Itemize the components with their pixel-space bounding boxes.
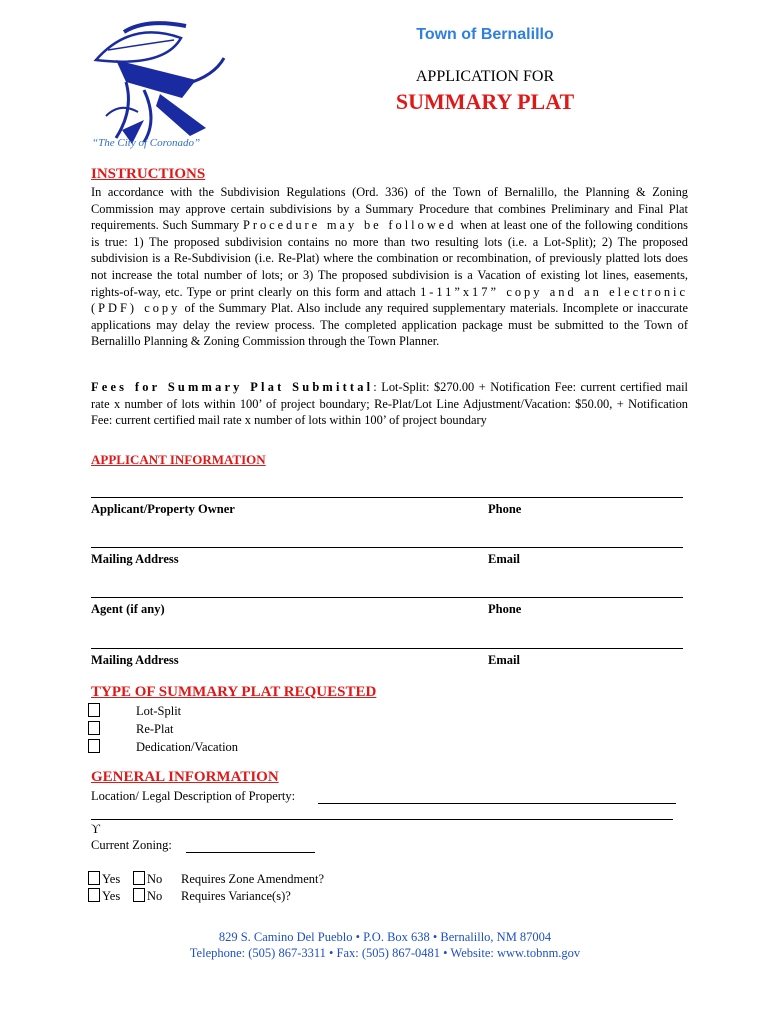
re-plat-label: Re-Plat <box>136 722 174 736</box>
agent-phone-label: Phone <box>488 602 522 616</box>
agent-field[interactable] <box>91 597 683 598</box>
instructions-text: In accordance with the Subdivision Regulations (Ord. 336) of the Town of Bernalillo, the Planning & Zoning Commission may approve certain subdivisions by a Summary Procedure that combines Preliminary and Final Plat requirements. Such Summary Procedure may be followed when at least one of the following conditions is true: 1) The proposed subdivision contains no more than two resulting lots (i.e. a Lot-Split); 2) The proposed subdivision is a Re-Subdivision (i.e. Re-Plat) where the combination or recombination, of previously platted lots does not increase the total number of lots; or 3) The proposed subdivision is a Vacation of existing lot lines, easements, rights-of-way, etc. Type or print clearly on this form and attach 1-11”x17” copy and an electronic (PDF) copy of the Summary Plat. Also include any required supplementary materials. Incomplete or inaccurate applications may delay the review process. The completed application package must be submitted to the Town of Bernalillo Planning & Zoning Commission through the Town Planner. <box>91 185 688 349</box>
instructions-heading: INSTRUCTIONS <box>91 166 206 182</box>
footer-contact: Telephone: (505) 867-3311 • Fax: (505) 867-0481 • Website: www.tobnm.gov <box>189 946 581 960</box>
agent-email-label: Email <box>488 653 520 667</box>
variance-yes-checkbox[interactable] <box>88 888 100 902</box>
applicant-owner-label: Applicant/Property Owner <box>91 502 235 516</box>
location-field[interactable] <box>318 803 676 804</box>
form-title: SUMMARY PLAT <box>395 89 575 114</box>
agent-label: Agent (if any) <box>91 602 165 616</box>
location-field-line-2[interactable] <box>91 819 673 820</box>
zone-amendment-question: Requires Zone Amendment? <box>181 872 325 886</box>
dedication-vacation-label: Dedication/Vacation <box>136 740 239 754</box>
footer-address: 829 S. Camino Del Pueblo • P.O. Box 638 • Bernalillo, NM 87004 <box>218 930 552 944</box>
applicant-info-heading: APPLICANT INFORMATION <box>91 452 266 467</box>
re-plat-checkbox[interactable] <box>88 721 100 735</box>
town-logo <box>86 20 226 150</box>
applicant-phone-label: Phone <box>488 502 522 516</box>
current-zoning-label: Current Zoning: <box>91 838 172 852</box>
applicant-mailing-label: Mailing Address <box>91 552 179 566</box>
zone-amendment-no-label: No <box>147 872 163 886</box>
applicant-email-label: Email <box>488 552 520 566</box>
plat-type-heading: TYPE OF SUMMARY PLAT REQUESTED <box>91 684 377 700</box>
town-tagline: “The City of Coronado” <box>92 137 201 149</box>
zone-amendment-yes-checkbox[interactable] <box>88 871 100 885</box>
fees-text: Fees for Summary Plat Submittal: Lot-Split: $270.00 + Notification Fee: current certified mail rate x number of lots within 100’ of project boundary; Re-Plat/Lot Line Adjustment/Vacation: $50.00, + Notification Fee: current certified mail rate x number of lots within 100’ of project boundary <box>91 380 688 428</box>
zone-amendment-yes-label: Yes <box>102 872 121 886</box>
dedication-vacation-checkbox[interactable] <box>88 739 100 753</box>
application-for-heading: APPLICATION FOR <box>415 68 555 85</box>
variance-yes-label: Yes <box>102 889 121 903</box>
zone-amendment-no-checkbox[interactable] <box>133 871 145 885</box>
lot-split-checkbox[interactable] <box>88 703 100 717</box>
lot-split-label: Lot-Split <box>136 704 182 718</box>
applicant-owner-field[interactable] <box>91 497 683 498</box>
agent-mailing-field[interactable] <box>91 648 683 649</box>
current-zoning-field[interactable] <box>186 852 315 853</box>
agent-mailing-label: Mailing Address <box>91 653 179 667</box>
variance-no-checkbox[interactable] <box>133 888 145 902</box>
town-name: Town of Bernalillo <box>416 26 554 43</box>
variance-no-label: No <box>147 889 163 903</box>
stray-character: ϒ <box>91 822 101 836</box>
applicant-mailing-field[interactable] <box>91 547 683 548</box>
variance-question: Requires Variance(s)? <box>181 889 291 903</box>
general-info-heading: GENERAL INFORMATION <box>91 769 279 785</box>
location-label: Location/ Legal Description of Property: <box>91 789 296 803</box>
